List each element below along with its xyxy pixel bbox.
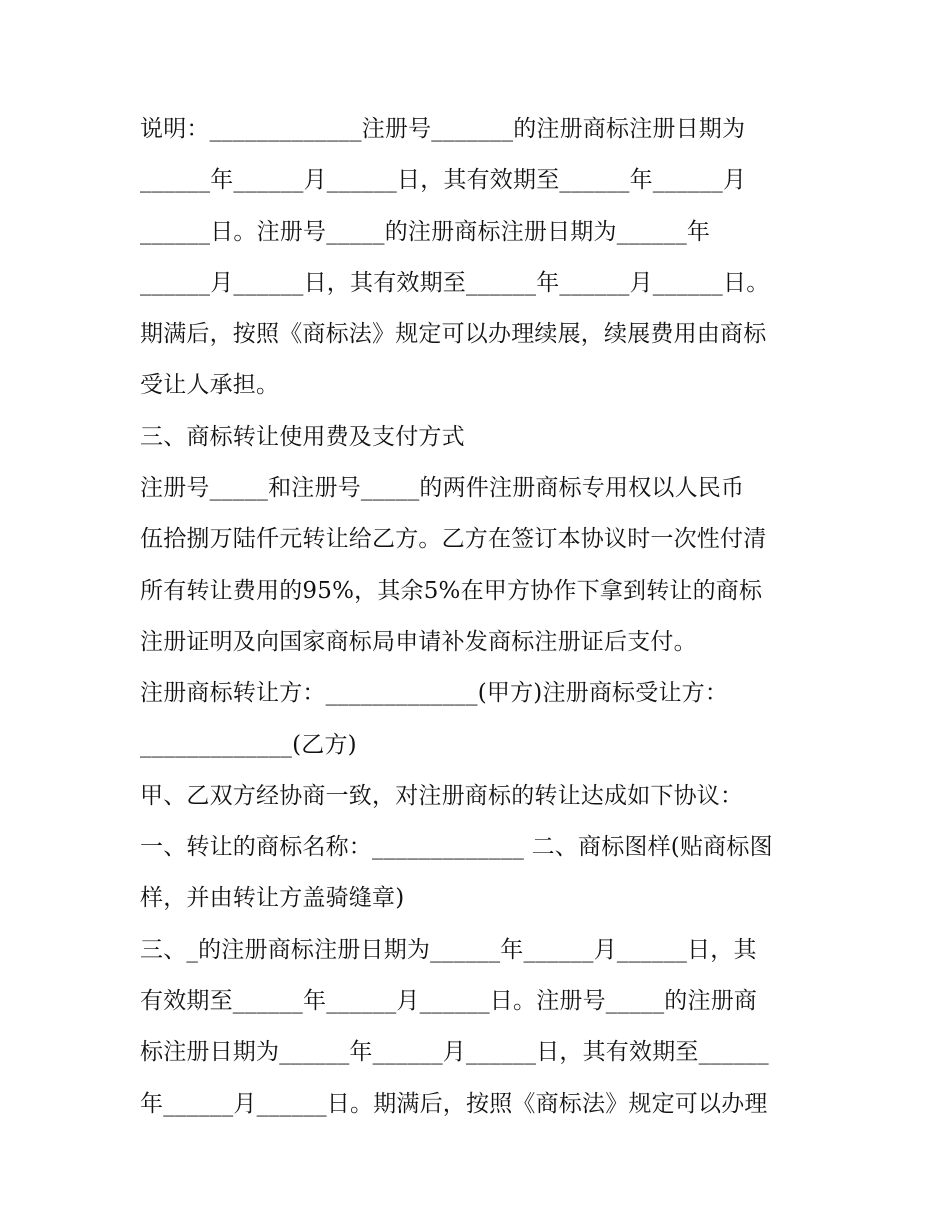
text-line: 一、转让的商标名称：_____________ 二、商标图样(贴商标图: [140, 834, 773, 861]
section-heading: 三、商标转让使用费及支付方式: [140, 423, 465, 450]
text-line: ______月______日，其有效期至______年______月______日。: [140, 269, 770, 296]
text-line: 所有转让费用的95%，其余5%在甲方协作下拿到转让的商标: [140, 577, 763, 604]
text-line: 受让人承担。: [140, 372, 280, 399]
text-line: 三、_的注册商标注册日期为______年______月______日，其: [140, 936, 757, 963]
document-body: [140, 104, 820, 1130]
text-line: 说明：_____________注册号_______的注册商标注册日期为: [140, 116, 746, 142]
text-line: 样，并由转让方盖骑缝章): [140, 885, 405, 912]
text-line: 甲、乙双方经协商一致，对注册商标的转让达成如下协议：: [140, 782, 744, 809]
text-line: ______日。注册号_____的注册商标注册日期为______年: [140, 218, 711, 245]
text-line: 有效期至______年______月______日。注册号_____的注册商: [140, 988, 758, 1015]
text-line: 伍拾捌万陆仟元转让给乙方。乙方在签订本协议时一次性付清: [140, 526, 767, 553]
text-line: 期满后，按照《商标法》规定可以办理续展，续展费用由商标: [140, 321, 767, 348]
text-line: 注册证明及向国家商标局申请补发商标注册证后支付。: [140, 628, 697, 655]
text-line: 年______月______日。期满后，按照《商标法》规定可以办理: [140, 1090, 768, 1117]
text-line: 注册号_____和注册号_____的两件注册商标专用权以人民币: [140, 475, 745, 502]
text-line: 注册商标转让方：_____________(甲方)注册商标受让方：: [140, 680, 729, 707]
text-line: _____________(乙方): [140, 731, 357, 758]
text-line: 标注册日期为______年______月______日，其有效期至______: [140, 1039, 769, 1066]
text-line: ______年______月______日，其有效期至______年______月: [140, 167, 747, 194]
